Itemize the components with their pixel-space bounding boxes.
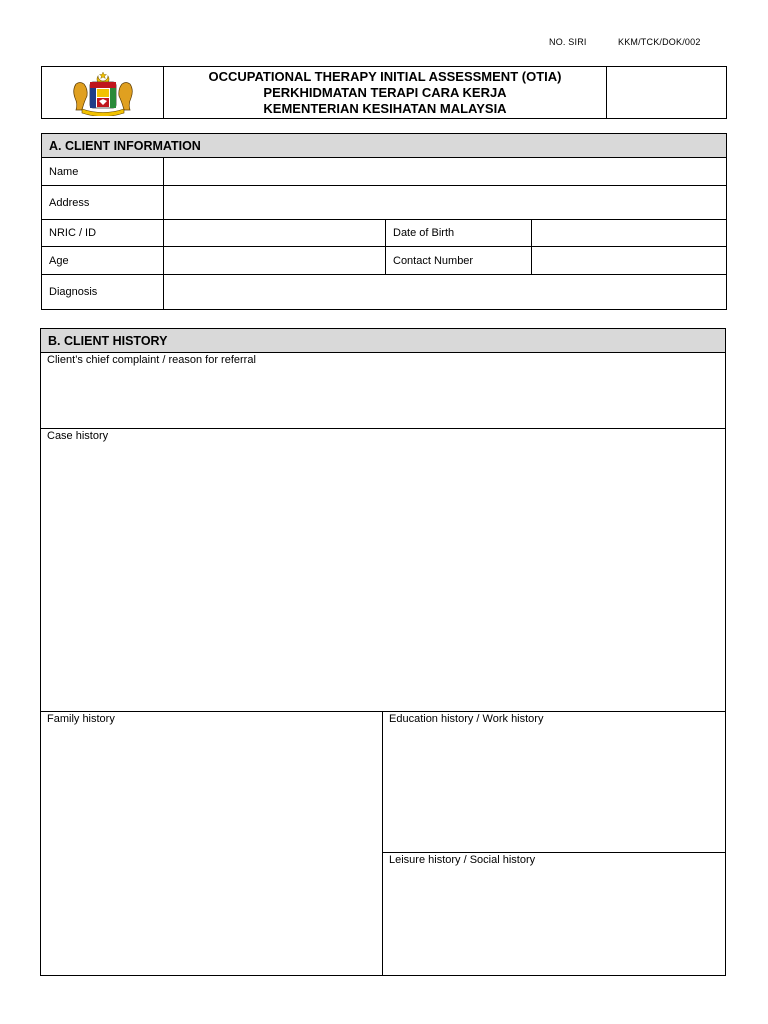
emblem-cell — [42, 67, 164, 118]
row-age-contact — [42, 247, 726, 275]
section-client-history — [40, 328, 726, 976]
leisure-social-history-box[interactable] — [383, 853, 725, 975]
serial-code: KKM/TCK/DOK/002 — [618, 37, 701, 47]
row-diagnosis — [42, 275, 726, 309]
document-subtitle-service: PERKHIDMATAN TERAPI CARA KERJA — [263, 85, 507, 100]
education-work-history-label: Education history / Work history — [389, 713, 544, 725]
document-title: OCCUPATIONAL THERAPY INITIAL ASSESSMENT (OTIA) — [208, 69, 562, 84]
dob-label: Date of Birth — [386, 220, 532, 246]
title-block — [164, 69, 606, 119]
age-field[interactable] — [164, 247, 386, 274]
name-label: Name — [42, 158, 164, 185]
age-label: Age — [42, 247, 164, 274]
section-b-heading: B. CLIENT HISTORY — [41, 329, 725, 353]
case-history-label: Case history — [47, 430, 109, 442]
dob-field[interactable] — [532, 220, 726, 246]
section-a-heading: A. CLIENT INFORMATION — [42, 134, 726, 158]
diagnosis-label: Diagnosis — [42, 275, 164, 309]
section-client-information — [41, 133, 727, 310]
family-history-box[interactable] — [41, 712, 383, 975]
contact-number-label: Contact Number — [386, 247, 532, 274]
nric-field[interactable] — [164, 220, 386, 246]
chief-complaint-label: Client’s chief complaint / reason for referral — [47, 354, 256, 366]
row-nric-dob — [42, 220, 726, 247]
chief-complaint-box[interactable] — [41, 353, 725, 429]
document-header — [41, 66, 727, 119]
document-subtitle-ministry: KEMENTERIAN KESIHATAN MALAYSIA — [263, 101, 507, 116]
contact-number-field[interactable] — [532, 247, 726, 274]
leisure-social-history-label: Leisure history / Social history — [389, 854, 536, 866]
coat-of-arms-icon — [70, 70, 136, 116]
row-name — [42, 158, 726, 186]
name-field[interactable] — [164, 158, 726, 185]
address-label: Address — [42, 186, 164, 219]
diagnosis-field[interactable] — [164, 275, 726, 309]
header-right-cell — [606, 67, 727, 118]
address-field[interactable] — [164, 186, 726, 219]
row-address — [42, 186, 726, 220]
family-history-label: Family history — [47, 713, 115, 725]
education-work-history-box[interactable] — [383, 712, 725, 853]
case-history-box[interactable] — [41, 429, 725, 712]
serial-label: NO. SIRI — [549, 37, 587, 47]
nric-label: NRIC / ID — [42, 220, 164, 246]
